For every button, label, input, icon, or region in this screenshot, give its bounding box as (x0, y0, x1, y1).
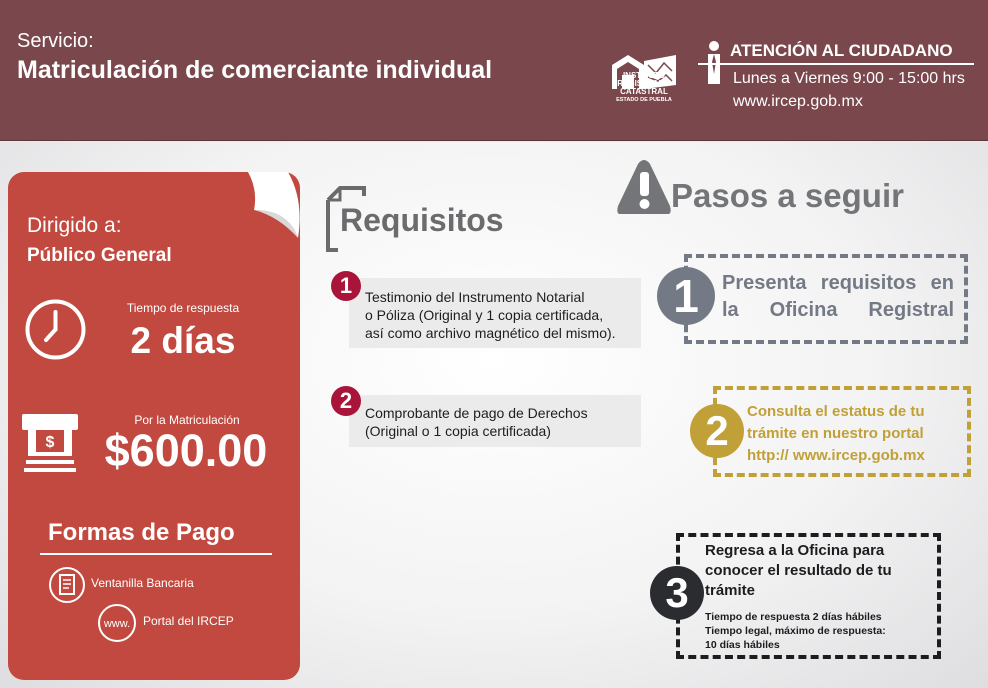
dirigido-label: Dirigido a: (27, 214, 122, 237)
tiempo-value: 2 días (130, 320, 236, 361)
logo-text: INSTITUTO REGISTRAL Y CATASTRAL ESTADO DE PUEBLA (616, 71, 672, 103)
pasos-title: Pasos a seguir (671, 177, 904, 214)
paso-2-number: 2 (690, 404, 744, 458)
paso-2-text: Consulta el estatus de tu trámite en nuestro portal http:// www.ircep.gob.mx (747, 401, 955, 467)
atm-cash-icon (20, 412, 80, 474)
warning-icon (616, 158, 672, 216)
header-banner (0, 0, 988, 141)
receipt-icon (48, 566, 86, 604)
service-title: Matriculación de comerciante individual (17, 56, 493, 84)
requisito-number: 2 (331, 386, 361, 416)
page-curl-decoration (248, 170, 304, 240)
svg-text:www.: www. (103, 618, 131, 630)
formas-de-pago-title: Formas de Pago (48, 519, 235, 546)
atencion-url[interactable]: www.ircep.gob.mx (733, 93, 863, 110)
paso-3-note: Tiempo de respuesta 2 días hábiles Tiempo legal, máximo de respuesta: 10 días hábiles (705, 611, 886, 651)
pago-portal[interactable]: Portal del IRCEP (143, 614, 234, 628)
requisito-text: Comprobante de pago de Derechos (Original o 1 copia certificada) (365, 405, 588, 439)
dirigido-value: Público General (27, 245, 172, 266)
tiempo-label: Tiempo de respuesta (126, 301, 240, 315)
precio-label: Por la Matriculación (134, 413, 240, 427)
atencion-divider (698, 63, 974, 65)
paso-3-text: Regresa a la Oficina para conocer el resultado de tu trámite (705, 542, 892, 599)
paso-1-text: Presenta requisitos en la Oficina Registral (722, 272, 954, 321)
precio-value: $600.00 (104, 425, 268, 476)
servicio-label: Servicio: (17, 30, 94, 52)
requisito-text: Testimonio del Instrumento Notarial o Póliza (Original y 1 copia certificada, así como archivo magnético del mismo). (365, 289, 616, 341)
web-portal-icon (97, 603, 137, 643)
paso-2-url[interactable]: http:// www.ircep.gob.mx (747, 447, 925, 464)
requisitos-title: Requisitos (340, 202, 504, 238)
atencion-title: ATENCIÓN AL CIUDADANO (730, 41, 953, 60)
requisito-number: 1 (331, 271, 361, 301)
formas-divider (40, 553, 272, 555)
svg-text:$: $ (45, 434, 55, 451)
clock-icon (24, 298, 87, 361)
pago-ventanilla: Ventanilla Bancaria (91, 576, 194, 590)
paso-3-number: 3 (650, 566, 704, 620)
paso-1-number: 1 (657, 267, 715, 325)
atencion-hours: Lunes a Viernes 9:00 - 15:00 hrs (733, 70, 965, 87)
